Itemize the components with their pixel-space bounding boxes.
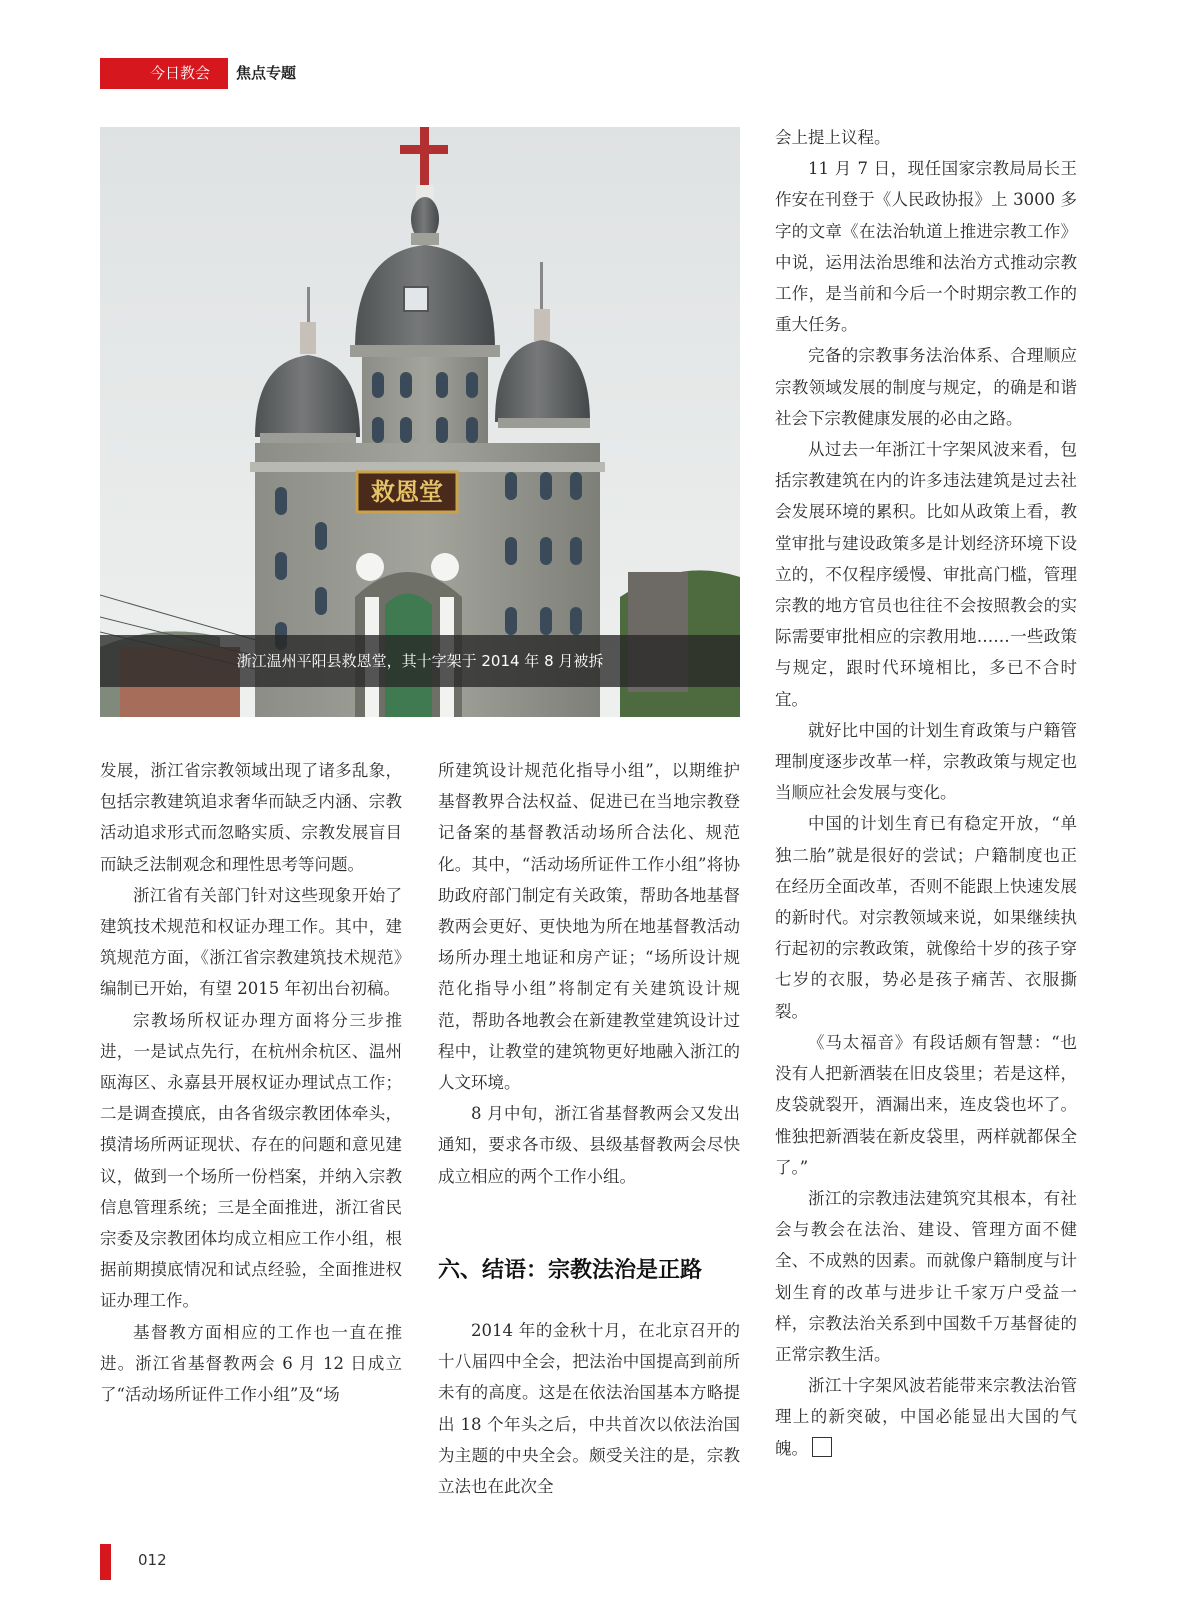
end-of-article-mark <box>812 1437 832 1457</box>
paragraph-final <box>775 1370 1077 1464</box>
photo-caption: 浙江温州平阳县救恩堂，其十字架于 2014 年 8 月被拆 <box>100 635 740 687</box>
article-column-2 <box>438 755 740 1192</box>
header-category: 今日教会 <box>150 64 211 82</box>
church-illustration <box>100 127 740 717</box>
church-photo <box>100 127 740 717</box>
header-section: 焦点专题 <box>236 64 297 82</box>
paragraph: 所建筑设计规范化指导小组”，以期维护基督教界合法权益、促进已在当地宗教登记备案的基督教活动场所合法化、规范化。其中，“活动场所证件工作小组”将协助政府部门制定有关政策，帮助各地基督教两会更好、更快地为所在地基督教活动场所办理土地证和房产证；“场所设计规范化指导小组”将制定有关建筑设计规范，帮助各地教会在新建教堂建筑设计过程中，让教堂的建筑物更好地融入浙江的人文环境。 <box>438 761 740 1093</box>
paragraph: 8 月中旬，浙江省基督教两会又发出通知，要求各市级、县级基督教两会尽快成立相应的两个工作小组。 <box>438 1104 740 1186</box>
paragraph: 基督教方面相应的工作也一直在推进。浙江省基督教两会 6 月 12 日成立了“活动场所证件工作小组”及“场 <box>100 1322 402 1405</box>
article-column-3 <box>775 122 1077 1464</box>
article-column-2-continued <box>438 1315 740 1502</box>
paragraph: 就好比中国的计划生育政策与户籍管理制度逐步改革一样，宗教政策与规定也当顺应社会发展与变化。 <box>775 720 1077 803</box>
paragraph-text: 浙江十字架风波若能带来宗教法治管理上的新突破，中国必能显出大国的气魄。 <box>775 1376 1077 1458</box>
paragraph: 完备的宗教事务法治体系、合理顺应宗教领域发展的制度与规定，的确是和谐社会下宗教健康发展的必由之路。 <box>775 346 1077 428</box>
paragraph: 2014 年的金秋十月，在北京召开的十八届四中全会，把法治中国提高到前所未有的高度。这是在依法治国基本方略提出 18 个年头之后，中共首次以依法治国为主题的中央全会。颇受关注的是，宗教立法也在此次全 <box>438 1321 740 1497</box>
footer-accent-bar <box>100 1544 111 1580</box>
paragraph: 宗教场所权证办理方面将分三步推进，一是试点先行，在杭州余杭区、温州瓯海区、永嘉县开展权证办理试点工作；二是调查摸底，由各省级宗教团体牵头，摸清场所两证现状、存在的问题和意见建议，做到一个场所一份档案，并纳入宗教信息管理系统；三是全面推进，浙江省民宗委及宗教团体均成立相应工作小组，根据前期摸底情况和试点经验，全面推进权证办理工作。 <box>100 1010 402 1311</box>
paragraph: 11 月 7 日，现任国家宗教局局长王作安在刊登于《人民政协报》上 3000 多字的文章《在法治轨道上推进宗教工作》中说，运用法治思维和法治方式推动宗教工作，是当前和今后一个时期宗教工作的重大任务。 <box>775 159 1077 335</box>
paragraph: 发展，浙江省宗教领域出现了诸多乱象，包括宗教建筑追求奢华而缺乏内涵、宗教活动追求形式而忽略实质、宗教发展盲目而缺乏法制观念和理性思考等问题。 <box>100 761 402 874</box>
paragraph: 会上提上议程。 <box>775 128 891 147</box>
paragraph: 浙江省有关部门针对这些现象开始了建筑技术规范和权证办理工作。其中，建筑规范方面，《浙江省宗教建筑技术规范》编制已开始，有望 2015 年初出台初稿。 <box>100 885 402 999</box>
page-number: 012 <box>138 1551 167 1569</box>
paragraph: 浙江的宗教违法建筑究其根本，有社会与教会在法治、建设、管理方面不健全、不成熟的因素。而就像户籍制度与计划生育的改革与进步让千家万户受益一样，宗教法治关系到中国数千万基督徒的正常宗教生活。 <box>775 1188 1077 1364</box>
paragraph: 中国的计划生育已有稳定开放，“单独二胎”就是很好的尝试；户籍制度也正在经历全面改革，否则不能跟上快速发展的新时代。对宗教领域来说，如果继续执行起初的宗教政策，就像给十岁的孩子穿七岁的衣服，势必是孩子痛苦、衣服撕裂。 <box>775 814 1077 1021</box>
church-sign-text: 救恩堂 <box>371 477 443 506</box>
paragraph: 从过去一年浙江十字架风波来看，包括宗教建筑在内的许多违法建筑是过去社会发展环境的累积。比如从政策上看，教堂审批与建设政策多是计划经济环境下设立的，不仅程序缓慢、审批高门槛，管理宗教的地方官员也往往不会按照教会的实际需要审批相应的宗教用地……一些政策与规定，跟时代环境相比，多已不合时宜。 <box>775 440 1077 709</box>
paragraph: 《马太福音》有段话颇有智慧：“也没有人把新酒装在旧皮袋里；若是这样，皮袋就裂开，酒漏出来，连皮袋也坏了。惟独把新酒装在新皮袋里，两样就都保全了。” <box>775 1032 1077 1177</box>
section-heading: 六、结语：宗教法治是正路 <box>438 1258 703 1283</box>
article-column-1 <box>100 755 402 1410</box>
